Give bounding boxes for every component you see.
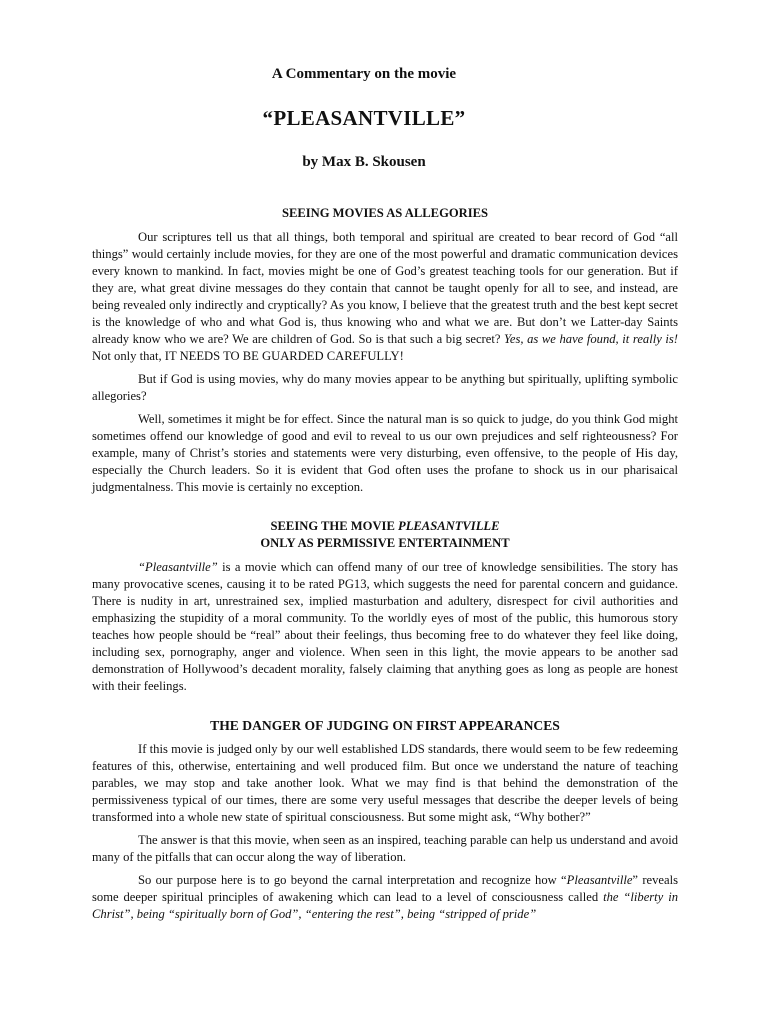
section-permissive-entertainment	[92, 518, 678, 695]
heading-prefix: SEEING THE MOVIE	[270, 519, 399, 533]
paragraph-text-after: ” reveals some deeper spiritual principles of awakening which can lead to a level of consciousness called	[92, 873, 678, 904]
document-author: by Max B. Skousen	[302, 154, 426, 170]
paragraph-text: is a movie which can offend many of our tree of knowledge sensibilities. The story has many provocative scenes, causing it to be rated PG13, which suggests the need for parental concern and guidance. There is nudity in art, unrestrained sex, implied masturbation and adultery, disrespect for civil authorities and emphasizing the stupidity of a moral community. To the worldly eyes of most of the public, this humorous story teaches how people should be “real” about their feelings, thus becoming free to do whatever they feel like doing, including sex, pornography, anger and violence. When seen in this light, the movie appears to be another sad demonstration of Hollywood’s decadent morality, falsely claiming that anything goes as long as people are honest with their feelings.	[92, 560, 678, 693]
paragraph: The answer is that this movie, when seen as an inspired, teaching parable can help us understand and avoid many of the pitfalls that can occur along the way of liberation.	[92, 833, 678, 864]
paragraph-text: Our scriptures tell us that all things, both temporal and spiritual are created to bear record of God “all things” would certainly include movies, for they are one of the most powerful and dramatic communication devices every known to mankind. In fact, movies might be one of God’s greatest teaching tools for our generation. But if they are, what great divine messages do they contain that cannot be taught openly for all to see, and instead, are being revealed only indirectly and cryptically? As you know, I believe that the greatest truth and the best kept secret is the knowledge of who and what God is, thus knowing who and what we are. But don’t we Latter-day Saints already know who we are? We are children of God. So is that such a big secret?	[92, 230, 678, 346]
paragraph-italic-tail: the “liberty in Christ”, being “spiritually born of God”, “entering the rest”, being “stripped of pride”	[92, 890, 678, 921]
paragraph-italic: Yes, as we have found, it really is!	[504, 332, 678, 346]
paragraph: But if God is using movies, why do many movies appear to be anything but spiritually, uplifting symbolic allegories?	[92, 372, 678, 403]
paragraph-text: So our purpose here is to go beyond the carnal interpretation and recognize how “	[138, 873, 567, 887]
paragraph: Well, sometimes it might be for effect. Since the natural man is so quick to judge, do you think God might sometimes offend our knowledge of good and evil to reveal to us our own prejudices and self righteousness? For example, many of Christ’s stories and statements were very disturbing, even offensive, to the people of His day, especially the Church leaders. So it is evident that God often uses the profane to shock us in our pharisaical judgmentalness. This movie is certainly no exception.	[92, 412, 678, 494]
section-heading	[92, 518, 678, 535]
paragraph	[92, 872, 678, 923]
paragraph	[92, 229, 678, 365]
document-title: A Commentary on the movie	[271, 66, 457, 82]
paragraph-italic-lead: “Pleasantville”	[138, 560, 218, 574]
paragraph: If this movie is judged only by our well established LDS standards, there would seem to be few redeeming features of this, otherwise, entertaining and well produced film. But once we understand the nature of teaching parables, we may stop and take another look. What we may find is that behind the demonstration of the permissiveness typical of our times, there are some very useful messages that describe the deeper levels of being transformed into a whole new state of spiritual consciousness. But some might ask, “Why bother?”	[92, 742, 678, 824]
section-heading: THE DANGER OF JUDGING ON FIRST APPEARANCES	[210, 718, 560, 733]
paragraph-italic: Pleasantville	[566, 873, 633, 887]
heading-italic: PLEASANTVILLE	[398, 519, 500, 533]
section-first-appearances	[92, 717, 678, 923]
document-subtitle: “PLEASANTVILLE”	[262, 106, 466, 130]
paragraph	[92, 559, 678, 695]
section-allegories	[92, 205, 678, 496]
document-body	[92, 205, 678, 929]
section-heading: SEEING MOVIES AS ALLEGORIES	[281, 206, 489, 220]
paragraph-text-after: Not only that, IT NEEDS TO BE GUARDED CAREFULLY!	[92, 349, 404, 363]
section-heading-line2: ONLY AS PERMISSIVE ENTERTAINMENT	[260, 536, 510, 550]
